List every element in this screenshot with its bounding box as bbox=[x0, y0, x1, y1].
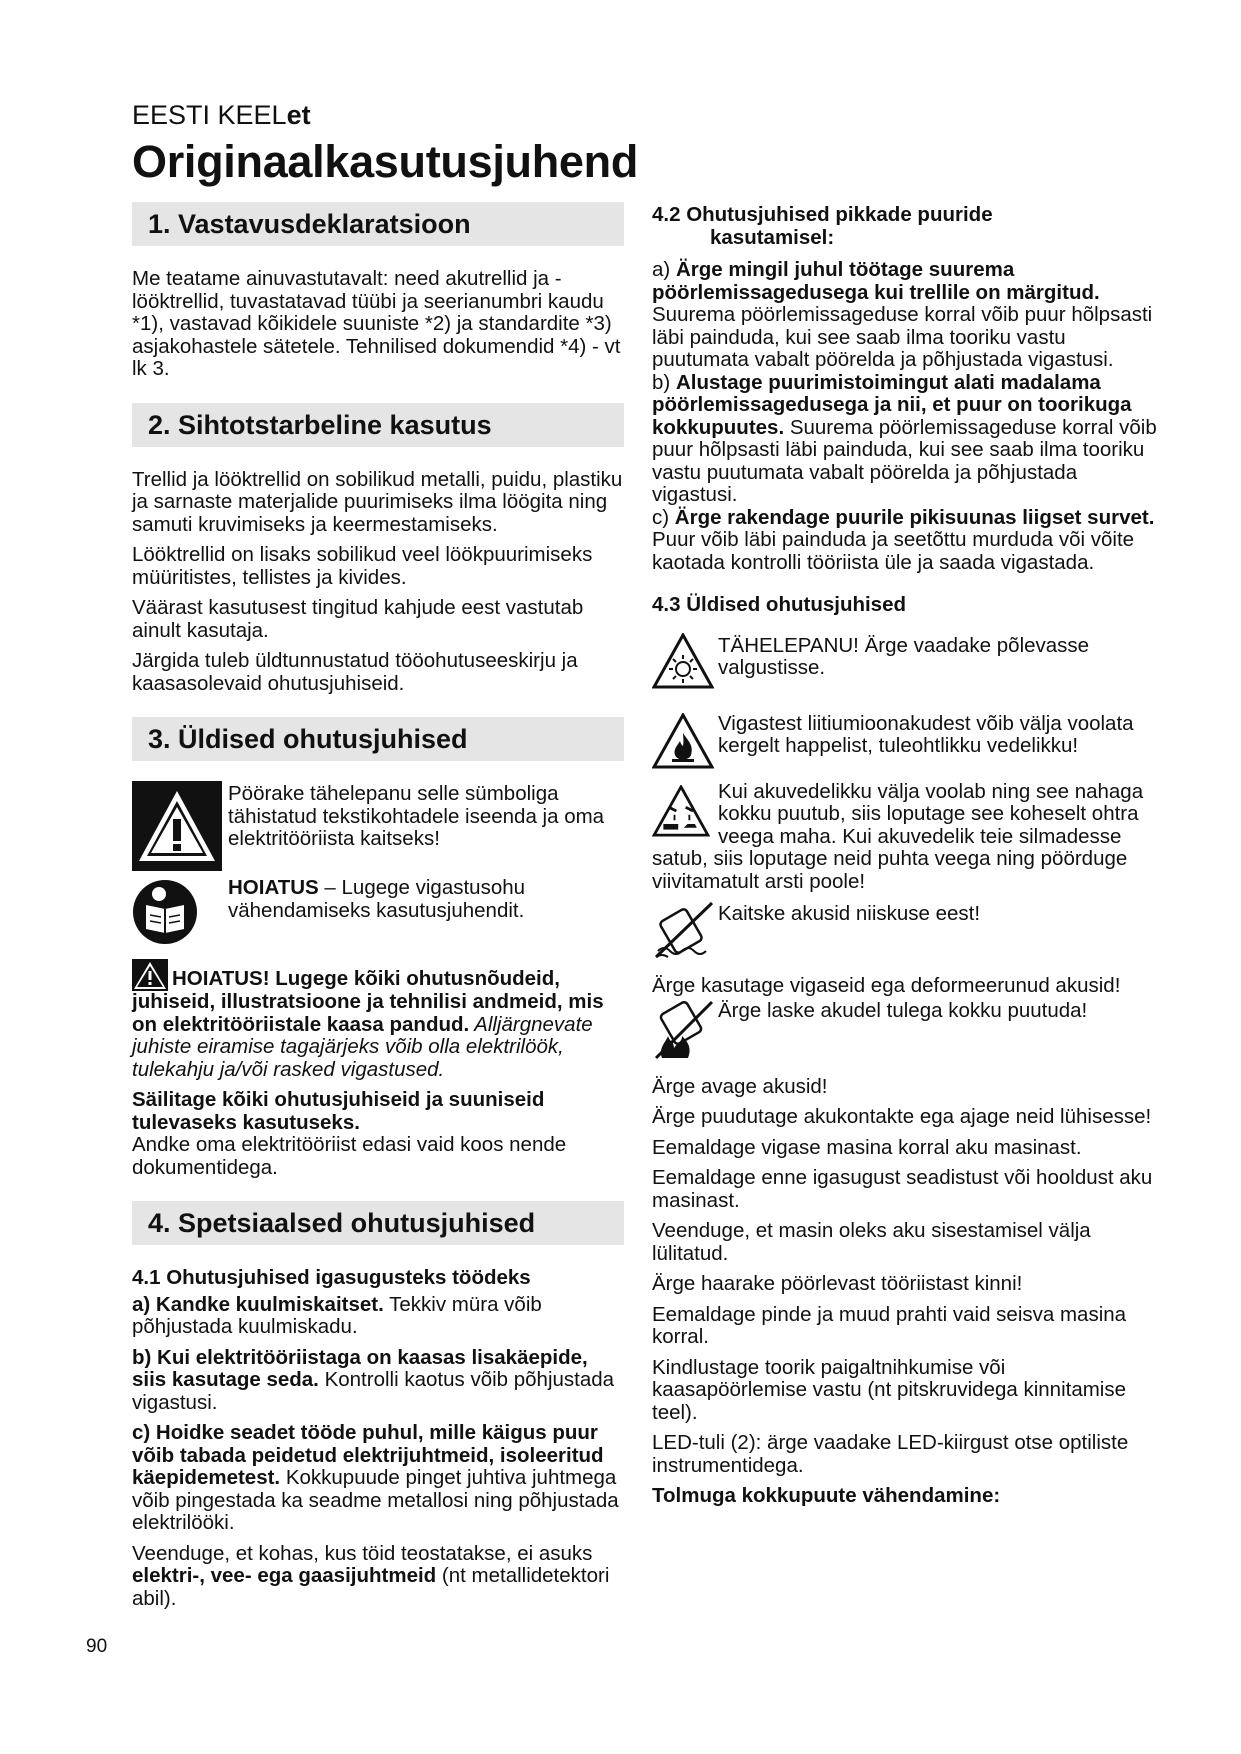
corrosive-row bbox=[652, 781, 1162, 894]
language-label: EESTI KEELet bbox=[132, 100, 311, 130]
light-warning-text: TÄHELEPANU! Ärge vaadake põlevasse valgustisse. bbox=[718, 633, 1090, 679]
subsection-4-2-heading: 4.2 Ohutusjuhised pikkade puuride kasutamisel: bbox=[652, 203, 993, 249]
read-manual-icon bbox=[132, 879, 198, 945]
fire-row bbox=[652, 1000, 1162, 1064]
led-warning-text: LED-tuli (2): ärge vaadake LED-kiirgust otse optiliste instrumentidega. bbox=[652, 1431, 1129, 1477]
fire-text: Ärge laske akudel tulega kokku puutuda! bbox=[718, 998, 1088, 1022]
warning-triangle-icon bbox=[132, 781, 222, 871]
intended-use-p1: Trellid ja lööktrellid on sobilikud metalli, puidu, plastiku ja sarnaste materjalide puurimiseks ilma löögita ning samuti kruvimiseks ja keermestamiseks. bbox=[132, 467, 623, 536]
page-number: 90 bbox=[86, 1636, 108, 1657]
secure-workpiece-text: Kindlustage toorik paigaltnihkumise või kaasapöörlemise vastu (nt pitskruvidega kinnitamise teel). bbox=[652, 1355, 1127, 1424]
moisture-row bbox=[652, 903, 1162, 965]
contacts-text: Ärge puudutage akukontakte ega ajage neid lühisesse! bbox=[652, 1105, 1152, 1128]
section-heading-2: 2. Sihtotstarbeline kasutus bbox=[132, 403, 624, 447]
rule-b: b) Kui elektritööriistaga on kaasas lisakäepide, siis kasutage seda. Kontrolli kaotus võib põhjustada vigastusi. bbox=[132, 1345, 615, 1414]
right-column bbox=[652, 204, 1162, 1516]
intended-use-p2: Lööktrellid on lisaks sobilikud veel löökpuurimiseks müüritistes, tellistes ja kivides. bbox=[132, 543, 593, 589]
remove-defect-text: Eemaldage vigase masina korral aku masinast. bbox=[652, 1135, 1082, 1159]
no-fire-icon bbox=[652, 998, 716, 1060]
section-heading-4: 4. Spetsiaalsed ohutusjuhised bbox=[132, 1201, 624, 1245]
flammable-row bbox=[652, 713, 1162, 779]
long-drill-rule-b: b) Alustage puurimistoimingut alati madalama pöörlemissagedusega ja nii, et puur on toorikuga kokkupuutes. Suurema pöörlemissageduse korral võib puur hõlpsasti läbi painduda, kui see saab ilma tooriku vastu puutumata vabalt pöörelda ja põhjustada vigastusi. bbox=[652, 370, 1157, 506]
damaged-batteries-text: Ärge kasutage vigaseid ega deformeerunud akusid! bbox=[652, 974, 1121, 997]
subsection-4-1-heading: 4.1 Ohutusjuhised igasugusteks töödeks bbox=[132, 1266, 531, 1289]
switched-off-text: Veenduge, et masin oleks aku sisestamisel välja lülitatud. bbox=[652, 1219, 1091, 1265]
general-warning-paragraph: HOIATUS! Lugege kõiki ohutusnõudeid, juhiseid, illustratsioone ja tehnilisi andmeid, mis on elektritööriistale kaasa pandud. Alljärgnevate juhiste eiramise tagajärjeks võib olla elektrilöök, tulekahju ja/või rasked vigastused. bbox=[132, 959, 624, 1081]
flammable-text: Vigastest liitiumioonakudest võib välja voolata kergelt happelist, tuleohtlikku vedelikku! bbox=[718, 711, 1134, 757]
long-drill-rule-c: c) Ärge rakendage puurile pikisuunas liigset survet. Puur võib läbi painduda ja seetõttu murduda või võite kaotada kontrolli tööriista üle ja saada vigastada. bbox=[652, 505, 1155, 574]
rule-a: a) Kandke kuulmiskaitset. Tekkiv müra võib põhjustada kuulmiskadu. bbox=[132, 1292, 542, 1338]
corrosive-text: Kui akuvedelikku välja voolab ning see nahaga kokku puutub, siis loputage see koheselt ohtra veega maha. Kui akuvedelik teie silmadesse satub, siis loputage neid puhta veega ning pöörduge viivitamatult arsti poole! bbox=[652, 779, 1144, 893]
remove-service-text: Eemaldage enne igasugust seadistust või hooldust aku masinast. bbox=[652, 1166, 1153, 1212]
warning-symbol-row bbox=[132, 783, 624, 873]
read-manual-text: HOIATUS – Lugege vigastusohu vähendamiseks kasutusjuhendit. bbox=[228, 876, 526, 922]
declaration-text: Me teatame ainuvastutavalt: need akutrellid ja -lööktrellid, tuvastatavad tüübi ja seerianumbri kaudu *1), vastavad kõikidele suuniste *2) ja standardite *3) asjakohastele sätetele. Tehnilised dokumendid *4) - vt lk 3. bbox=[132, 267, 621, 380]
section-heading-1: 1. Vastavusdeklaratsioon bbox=[132, 202, 624, 246]
corrosive-icon bbox=[652, 785, 710, 837]
left-column bbox=[132, 100, 639, 1618]
no-moisture-icon bbox=[652, 899, 716, 961]
subsection-4-3-heading: 4.3 Üldised ohutusjuhised bbox=[652, 593, 907, 616]
read-manual-row bbox=[132, 877, 624, 947]
page-title: Originaalkasutusjuhend bbox=[132, 136, 639, 187]
intended-use-p3: Väärast kasutusest tingitud kahjude eest vastutab ainult kasutaja. bbox=[132, 596, 584, 642]
intended-use-p4: Järgida tuleb üldtunnustatud tööohutuseeskirju ja kaasasolevaid ohutusjuhiseid. bbox=[132, 649, 578, 695]
do-not-open-text: Ärge avage akusid! bbox=[652, 1074, 828, 1098]
dust-heading: Tolmuga kokkupuute vähendamine: bbox=[652, 1484, 1001, 1507]
light-warning-row bbox=[652, 635, 1162, 699]
small-warning-icon bbox=[132, 959, 168, 991]
long-drill-rule-a: a) Ärge mingil juhul töötage suurema pöörlemissagedusega kui trellile on märgitud. Suurema pöörlemissageduse korral võib puur hõlpsasti läbi painduda, kui see saab ilma tooriku vastu puutumata vabalt pöörelda ja põhjustada vigastusi. bbox=[652, 258, 1153, 371]
rule-c: c) Hoidke seadet tööde puhul, mille käigus puur võib tabada peidetud elektrijuhtmeid, isoleeritud käepidemetest. Kokkupuude pinget juhtiva juhtmega võib pingestada ka seadme metallosi ning põhjustada elektrilööki. bbox=[132, 1421, 619, 1534]
keep-instructions: Säilitage kõiki ohutusjuhiseid ja suuniseid tulevaseks kasutuseks. Andke oma elektritööriist edasi vaid koos nende dokumentidega. bbox=[132, 1088, 567, 1179]
bright-light-icon bbox=[652, 633, 714, 689]
section-heading-3: 3. Üldised ohutusjuhised bbox=[132, 717, 624, 761]
rule-d: Veenduge, et kohas, kus töid teostatakse, ei asuks elektri-, vee- ega gaasijuhtmeid (nt metallidetektori abil). bbox=[132, 1541, 610, 1610]
rotating-tool-text: Ärge haarake pöörlevast tööriistast kinni! bbox=[652, 1272, 1023, 1295]
warning-symbol-text: Pöörake tähelepanu selle sümboliga tähistatud tekstikohtadele iseenda ja oma elektritööriista kaitseks! bbox=[228, 782, 605, 850]
chips-text: Eemaldage pinde ja muud prahti vaid seisva masina korral. bbox=[652, 1302, 1127, 1348]
moisture-text: Kaitske akusid niiskuse eest! bbox=[718, 902, 981, 925]
flammable-icon bbox=[652, 713, 714, 769]
